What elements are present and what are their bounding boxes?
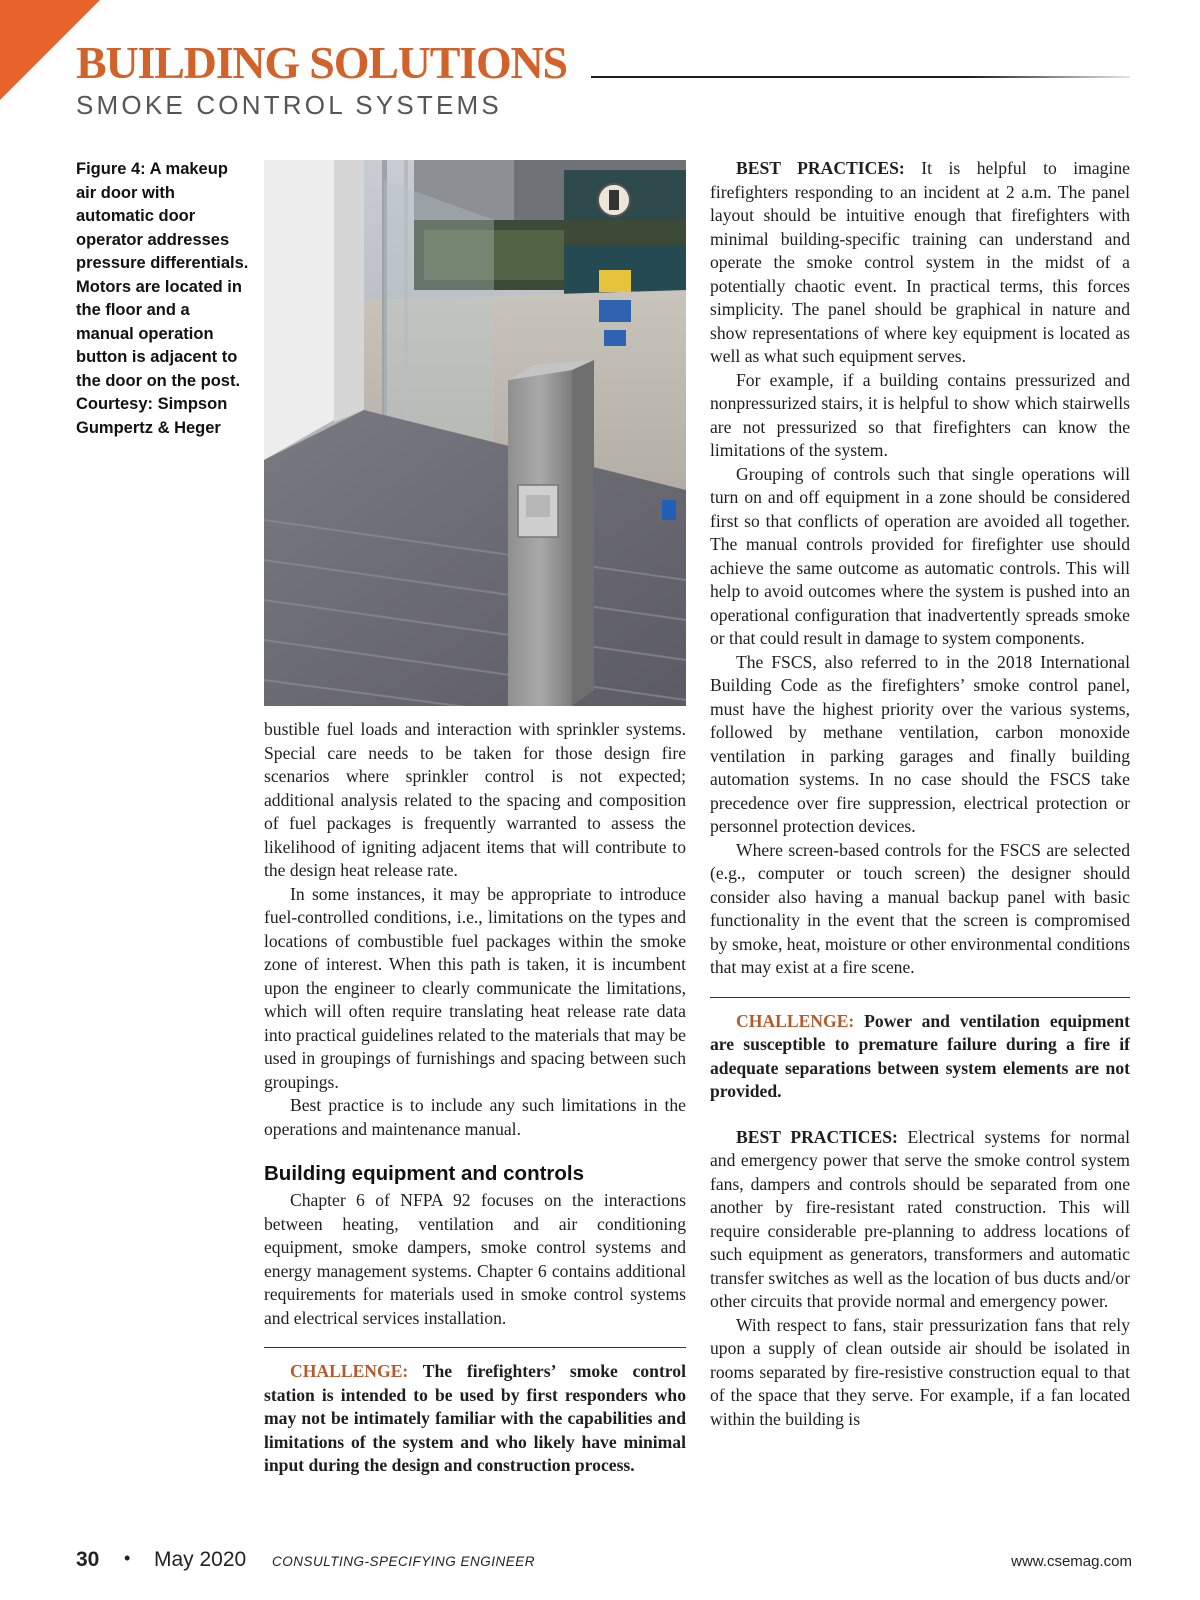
challenge-block [264,1360,686,1478]
body-paragraph: With respect to fans, stair pressurization fans that rely upon a supply of clean outside air should be isolated in rooms separated by fire-resistive construction equal to that of the space that they serve. For example, if a fan located within the building is [710,1314,1130,1429]
section-subtitle: SMOKE CONTROL SYSTEMS [76,90,502,120]
page-header [76,38,1130,120]
body-paragraph: Chapter 6 of NFPA 92 focuses on the interactions between heating, ventilation and air conditioning equipment, smoke dampers, smoke control systems and energy management systems. Chapter 6 contains additional requirements for materials used in smoke control systems and electrical services installation. [264,1190,686,1328]
middle-column [264,718,686,1478]
header-rule [591,76,1130,78]
issue-date: May 2020 [154,1548,247,1571]
challenge-text: The firefighters’ smoke control station is intended to be used by first responders who may not be intimately familiar with the capabilities and limitations of the system and who likely have minimal input during the design and construction process. [264,1361,686,1475]
challenge-label: CHALLENGE: [736,1010,855,1031]
door-photo-illustration [264,160,686,706]
website-link[interactable]: www.csemag.com [1011,1553,1132,1570]
challenge-divider [710,997,1130,998]
page-footer [76,1548,1132,1578]
best-practices-label: BEST PRACTICES: [736,158,905,178]
right-column [710,157,1130,1431]
section-heading: Building equipment and controls [264,1162,585,1185]
body-paragraph [710,157,1130,369]
best-practices-text: Electrical systems for normal and emergency power that serve the smoke control system fans, dampers and controls should be separated from one another by fire-resistant rated construction. This will require considerable pre-planning to address locations of such equipment as generators, transformers and automatic transfer switches as well as the location of bus ducts and/or other circuits that provide normal and emergency power. [710,1126,1130,1311]
challenge-label: CHALLENGE: [290,1361,409,1381]
best-practices-text: It is helpful to imagine firefighters responding to an incident at 2 a.m. The panel layout should be intuitive enough that firefighters with minimal building-specific training can understand and operate the smoke control system in the midst of a potentially chaotic event. In practical terms, this forces simplicity. The panel should be graphical in nature and show representations of where key equipment is located as well as what such equipment serves. [710,158,1130,366]
body-paragraph: Grouping of controls such that single operations will turn on and off equipment in a zone should be considered first so that conflicts of operation are avoided all together. The manual controls provided for firefighter use should achieve the same outcome as automatic controls. This will help to avoid outcomes where the system is pushed into an operational configuration that inadvertently spreads smoke or that could result in damage to system components. [710,463,1130,648]
challenge-block [710,1010,1130,1104]
body-paragraph: Where screen-based controls for the FSCS are selected (e.g., computer or touch screen) the designer should consider also having a manual backup panel with basic functionality in the event that the screen is compromised by smoke, heat, moisture or other environmental conditions that may exist at a fire scene. [710,839,1130,977]
spacer [710,1104,1130,1126]
body-paragraph: bustible fuel loads and interaction with sprinkler systems. Special care needs to be taken for those design fire scenarios where sprinkler control is not expected; additional analysis related to the spacing and composition of fuel packages is frequently warranted to assess the likelihood of igniting adjacent items that will contribute to the design heat release rate. [264,719,686,880]
challenge-divider [264,1347,686,1348]
body-paragraph: For example, if a building contains pressurized and nonpressurized stairs, it is helpful to show which stairwells are not pressurized so that firefighters can know the limitations of the system. [710,369,1130,460]
body-paragraph: The FSCS, also referred to in the 2018 International Building Code as the firefighters’ smoke control panel, must have the highest priority over the various systems, followed by methane ventilation, carbon monoxide ventilation in parking garages and finally building automation systems. In no case should the FSCS take precedence over fire suppression, electrical protection or personnel protection devices. [710,651,1130,836]
section-title: BUILDING SOLUTIONS [76,37,567,88]
magazine-name: CONSULTING-SPECIFYING ENGINEER [272,1554,536,1569]
body-paragraph: In some instances, it may be appropriate to introduce fuel-controlled conditions, i.e., limitations on the types and locations of combustible fuel packages within the smoke zone of interest. When this path is taken, it is incumbent upon the engineer to clearly communicate the limitations, which will often require translating heat release rate data into practical guidelines related to the materials that may be used in groupings of furnishings and spacing between such groupings. [264,883,686,1092]
footer-bullet: • [124,1548,131,1568]
page-number: 30 [76,1548,100,1571]
best-practices-label: BEST PRACTICES: [736,1126,898,1147]
body-paragraph [710,1126,1130,1314]
body-paragraph: Best practice is to include any such limitations in the operations and maintenance manual. [264,1095,686,1139]
figure-photo [264,160,686,706]
figure-caption: Figure 4: A makeup air door with automatic door operator addresses pressure differentials. Motors are located in the floor and a manual operation button is adjacent to the door on the post. Courtesy: Simpson Gumpertz & Heger [76,160,249,437]
challenge-text: Power and ventilation equipment are susceptible to premature failure during a fire if adequate separations between system elements are not provided. [710,1010,1130,1101]
